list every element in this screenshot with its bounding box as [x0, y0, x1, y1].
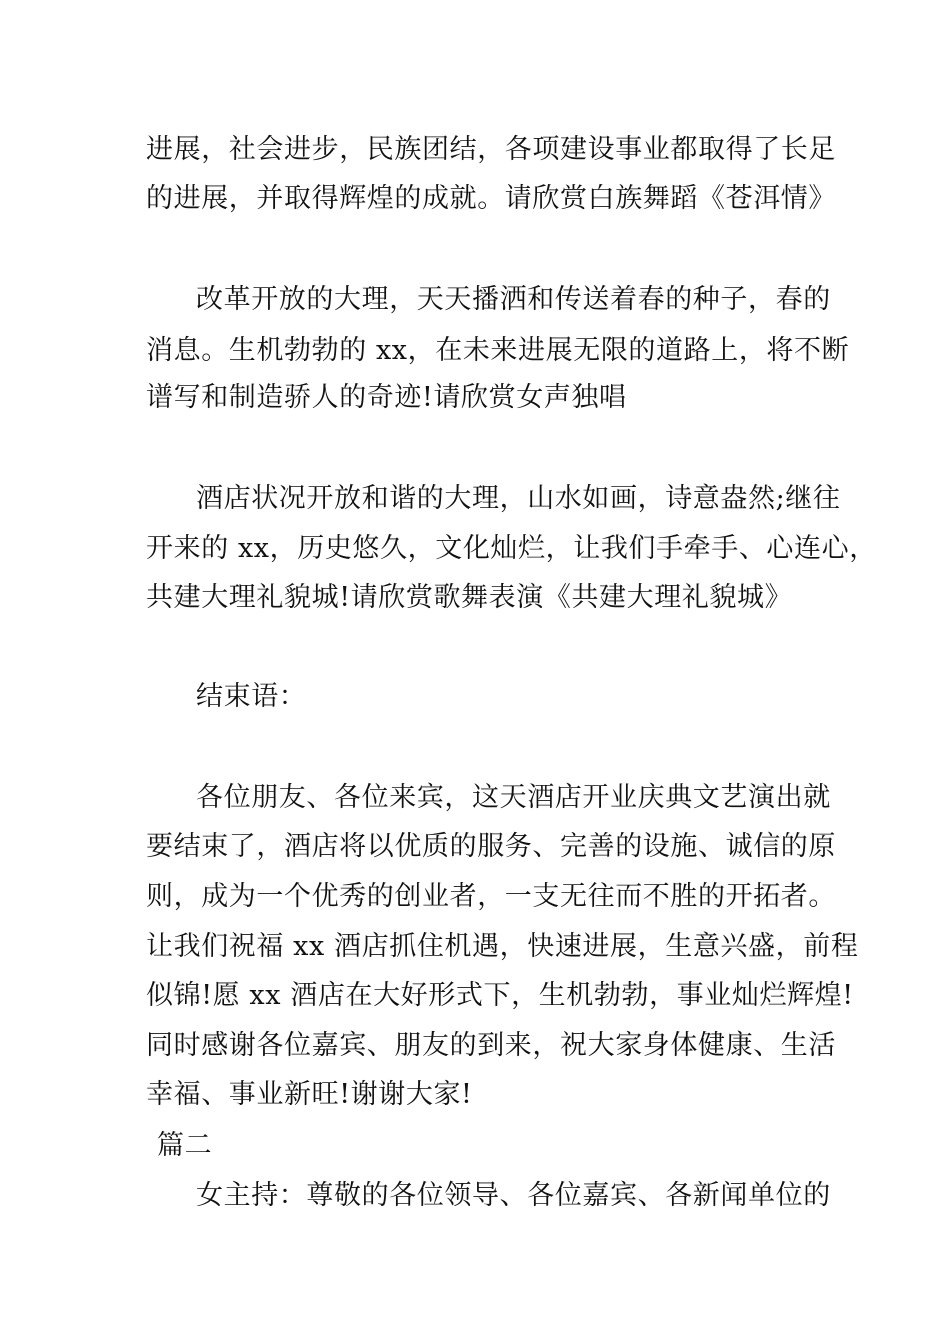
paragraph-line: 幸福、事业新旺!谢谢大家! [146, 1079, 473, 1110]
paragraph-line: 要结束了，酒店将以优质的服务、完善的设施、诚信的原 [146, 831, 836, 862]
paragraph-line: 谱写和制造骄人的奇迹!请欣赏女声独唱 [146, 382, 627, 413]
paragraph-line: 酒店状况开放和谐的大理，山水如画，诗意盎然;继往 [196, 483, 841, 514]
paragraph-line: 则，成为一个优秀的创业者，一支无往而不胜的开拓者。 [146, 881, 836, 912]
paragraph-line: 女主持：尊敬的各位领导、各位嘉宾、各新闻单位的 [196, 1180, 831, 1211]
paragraph-line: 各位朋友、各位来宾，这天酒店开业庆典文艺演出就 [196, 782, 831, 813]
paragraph-line: 让我们祝福 xx 酒店抓住机遇，快速进展，生意兴盛，前程 [146, 931, 859, 962]
paragraph-line: 改革开放的大理，天天播洒和传送着春的种子，春的 [196, 284, 831, 315]
paragraph-line: 消息。生机勃勃的 xx，在未来进展无限的道路上，将不断 [146, 335, 850, 366]
paragraph-line: 同时感谢各位嘉宾、朋友的到来，祝大家身体健康、生活 [146, 1030, 836, 1061]
paragraph-line: 共建大理礼貌城!请欣赏歌舞表演《共建大理礼貌城》 [146, 582, 793, 613]
paragraph-line: 进展，社会进步，民族团结，各项建设事业都取得了长足 [146, 134, 836, 165]
closing-heading: 结束语： [196, 681, 307, 712]
paragraph-line: 的进展，并取得辉煌的成就。请欣赏白族舞蹈《苍洱情》 [146, 183, 836, 214]
paragraph-line: 开来的 xx，历史悠久，文化灿烂，让我们手牵手、心连心， [146, 533, 877, 564]
section-label: 篇二 [157, 1130, 213, 1161]
paragraph-line: 似锦!愿 xx 酒店在大好形式下，生机勃勃，事业灿烂辉煌! [146, 980, 854, 1011]
